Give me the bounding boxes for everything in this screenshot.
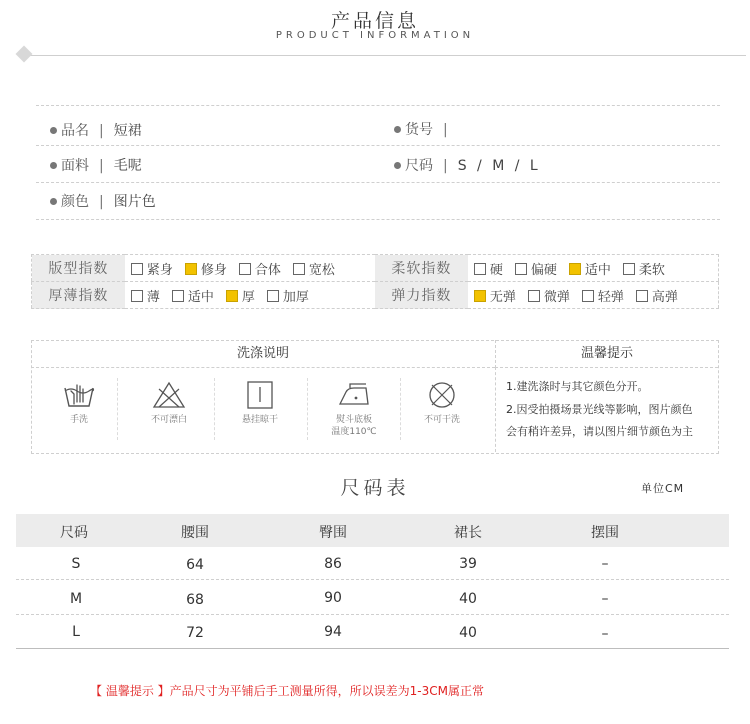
info-size: 尺码 | S / M / L [394, 155, 541, 175]
table-cell: 40 [459, 625, 477, 641]
wash-label: 熨斗底板 [335, 415, 372, 425]
table-cell: 86 [324, 556, 342, 572]
table-cell: 39 [459, 556, 477, 572]
table-cell: 94 [324, 624, 342, 640]
index-option-label: 硬 [489, 262, 503, 278]
row-divider [16, 614, 729, 615]
bullet-icon [50, 162, 57, 169]
table-cell: – [601, 626, 609, 642]
no-dry-clean-item [406, 374, 478, 446]
checked-box-icon [474, 290, 486, 302]
thickness-index-label: 厚薄指数 [32, 282, 125, 309]
softness-index-options [468, 255, 719, 282]
index-option-label: 宽松 [308, 262, 335, 278]
index-option [131, 286, 160, 305]
wash-label: 不可干洗 [423, 415, 460, 425]
name-value: 短裙 [113, 123, 142, 139]
softness-index-label: 柔软指数 [375, 255, 468, 282]
row-divider [16, 579, 729, 580]
index-option [239, 259, 281, 278]
index-option-label: 修身 [200, 262, 227, 278]
table-cell: 40 [459, 591, 477, 607]
index-option [623, 259, 665, 278]
index-option [474, 286, 516, 305]
wash-label-temp: 温度110℃ [331, 427, 377, 437]
checked-box-icon [569, 263, 581, 275]
hand-wash-item [43, 374, 115, 446]
index-option-label: 轻弹 [597, 289, 624, 305]
index-option-label: 紧身 [146, 262, 173, 278]
index-option-label: 无弹 [489, 289, 516, 305]
index-option [293, 259, 335, 278]
hang-dry-icon [242, 380, 278, 410]
checkbox-icon [623, 263, 635, 275]
length-col-header: 裙长 [454, 525, 482, 541]
wash-divider [117, 378, 118, 440]
index-row [32, 282, 719, 309]
checkbox-icon [515, 263, 527, 275]
info-divider [36, 182, 720, 183]
table-bottom-line [16, 648, 729, 649]
header-divider [28, 55, 746, 56]
index-option-label: 合体 [254, 262, 281, 278]
index-option-label: 微弹 [543, 289, 570, 305]
index-option [569, 259, 611, 278]
fit-index-options [125, 255, 375, 282]
page-subtitle: PRODUCT INFORMATION [275, 30, 475, 41]
bullet-icon [394, 126, 401, 133]
checkbox-icon [293, 263, 305, 275]
index-option-label: 适中 [187, 289, 214, 305]
size-col-header: 尺码 [60, 525, 88, 541]
checkbox-icon [528, 290, 540, 302]
index-option-label: 厚 [241, 289, 255, 305]
tip-line: 会有稍许差异，请以图片细节颜色为主 [506, 425, 693, 438]
index-option-label: 薄 [146, 289, 160, 305]
checkbox-icon [582, 290, 594, 302]
elasticity-index-label: 弹力指数 [375, 282, 468, 309]
info-divider [36, 105, 720, 106]
size-label: 尺码 [405, 158, 433, 174]
table-cell: S [71, 556, 81, 572]
size-value: S / M / L [457, 158, 541, 174]
checked-box-icon [185, 263, 197, 275]
index-option-label: 加厚 [282, 289, 309, 305]
index-option-label: 高弹 [651, 289, 678, 305]
checkbox-icon [131, 263, 143, 275]
checkbox-icon [239, 263, 251, 275]
wash-label: 不可漂白 [150, 415, 187, 425]
index-option [172, 286, 214, 305]
wash-label: 悬挂晾干 [241, 415, 278, 425]
index-option [267, 286, 309, 305]
table-cell: 64 [186, 557, 204, 573]
hand-wash-icon [61, 380, 97, 410]
color-label: 颜色 [61, 194, 89, 210]
checked-box-icon [226, 290, 238, 302]
table-cell: 72 [186, 625, 204, 641]
iron-item [318, 374, 390, 446]
wash-label: 手洗 [69, 415, 88, 425]
no-dry-clean-icon [424, 380, 460, 410]
item-no-label: 货号 [405, 122, 433, 138]
table-cell: – [601, 556, 609, 572]
hip-col-header: 臀围 [319, 525, 347, 541]
bullet-icon [50, 198, 57, 205]
tips-title: 温馨提示 [495, 340, 718, 368]
index-option [636, 286, 678, 305]
fit-index-label: 版型指数 [32, 255, 125, 282]
waist-col-header: 腰围 [181, 525, 209, 541]
notice-text: 【 温馨提示 】产品尺寸为平铺后手工测量所得，所以误差为1-3CM属正常 [90, 684, 484, 698]
index-option [226, 286, 255, 305]
iron-icon [336, 380, 372, 410]
checkbox-icon [474, 263, 486, 275]
index-table [31, 254, 719, 309]
table-cell: 90 [324, 590, 342, 606]
info-color: 颜色 | 图片色 [50, 191, 156, 211]
index-option [185, 259, 227, 278]
info-name: 品名 | 短裙 [50, 120, 142, 140]
fabric-label: 面料 [61, 158, 89, 174]
wash-title: 洗涤说明 [31, 340, 495, 368]
tip-line: 2.因受拍摄场景光线等影响，图片颜色 [506, 403, 693, 416]
thickness-index-options [125, 282, 375, 309]
color-value: 图片色 [113, 194, 156, 210]
name-label: 品名 [61, 123, 89, 139]
index-option-label: 柔软 [638, 262, 665, 278]
bullet-icon [50, 127, 57, 134]
wash-divider [214, 378, 215, 440]
index-option [515, 259, 557, 278]
page-title: 产品信息 [330, 10, 419, 32]
hang-dry-item [224, 374, 296, 446]
size-unit: 单位CM [641, 482, 685, 495]
no-bleach-icon [151, 380, 187, 410]
index-option [131, 259, 173, 278]
checkbox-icon [131, 290, 143, 302]
checkbox-icon [267, 290, 279, 302]
elasticity-index-options [468, 282, 719, 309]
index-option-label: 偏硬 [530, 262, 557, 278]
index-row [32, 255, 719, 282]
wash-divider [307, 378, 308, 440]
tip-line: 1.建洗涤时与其它颜色分开。 [506, 380, 649, 393]
index-option-label: 适中 [584, 262, 611, 278]
table-cell: M [69, 591, 83, 607]
wash-divider [400, 378, 401, 440]
index-option [582, 286, 624, 305]
fabric-value: 毛呢 [113, 158, 142, 174]
info-item-no: 货号 | [394, 119, 458, 139]
table-cell: L [72, 624, 80, 640]
size-table-title: 尺码表 [340, 477, 410, 499]
hem-col-header: 摆围 [591, 525, 619, 541]
checkbox-icon [636, 290, 648, 302]
table-cell: – [601, 591, 609, 607]
table-cell: 68 [186, 592, 204, 608]
no-bleach-item [133, 374, 205, 446]
info-fabric: 面料 | 毛呢 [50, 155, 142, 175]
checkbox-icon [172, 290, 184, 302]
index-option [474, 259, 503, 278]
diamond-ornament [16, 46, 33, 63]
bullet-icon [394, 162, 401, 169]
info-divider [36, 145, 720, 146]
info-divider [36, 219, 720, 220]
index-option [528, 286, 570, 305]
